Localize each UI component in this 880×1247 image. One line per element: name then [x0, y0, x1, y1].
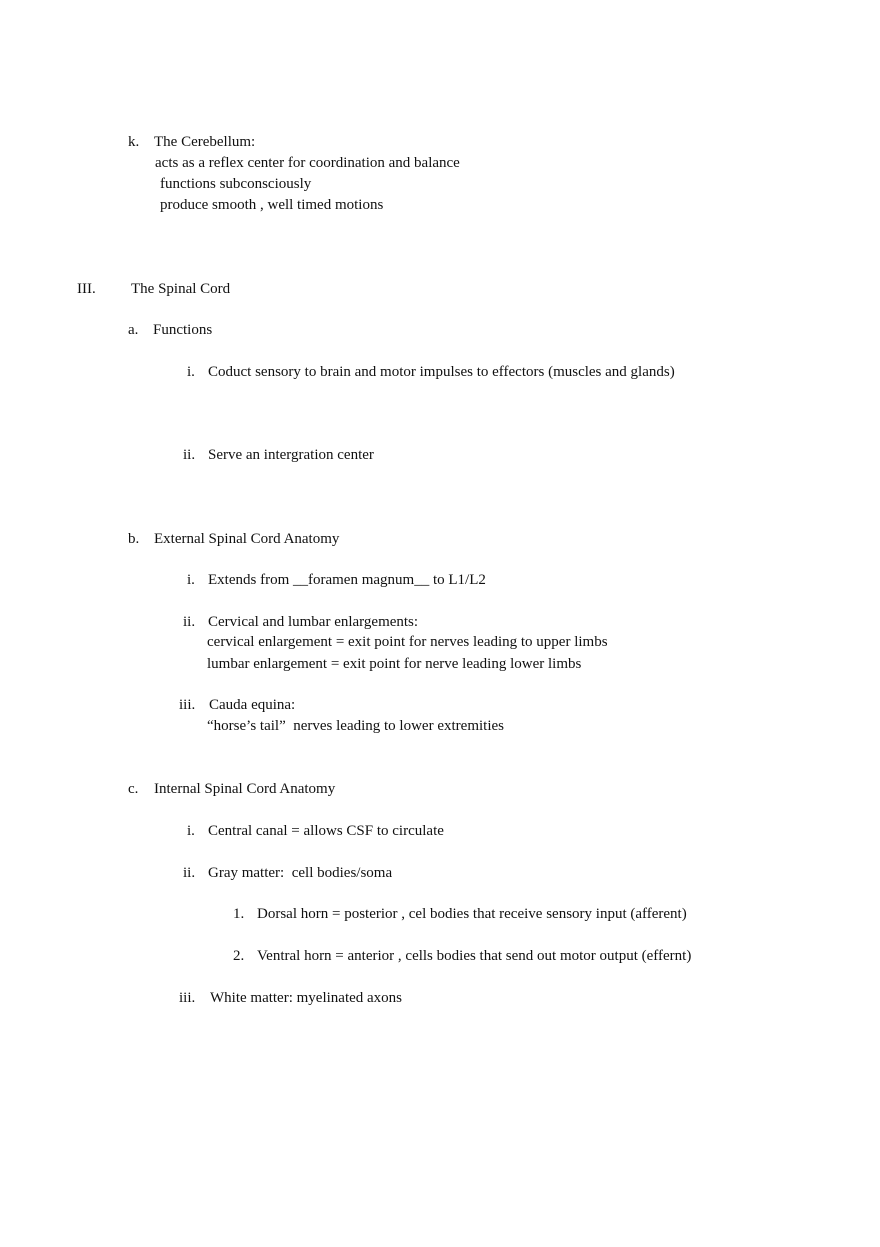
cauda-equina-line: “horse’s tail” nerves leading to lower extremities — [207, 718, 504, 734]
cerebellum-line-2: functions subconsciously — [160, 176, 312, 192]
cervical-enlargement-line: cervical enlargement = exit point for nerves leading to upper limbs — [207, 634, 608, 650]
functions-heading: Functions — [153, 322, 213, 338]
external-item-3-marker: iii. — [179, 697, 196, 713]
internal-item-1-text: Central canal = allows CSF to circulate — [208, 823, 444, 839]
cerebellum-line-1: acts as a reflex center for coordination and balance — [155, 155, 460, 171]
cerebellum-heading: The Cerebellum: — [154, 134, 256, 150]
section-3-heading: The Spinal Cord — [131, 281, 231, 297]
functions-item-2-marker: ii. — [183, 447, 196, 463]
external-item-3-text: Cauda equina: — [209, 697, 296, 713]
dorsal-horn-text: Dorsal horn = posterior , cel bodies that receive sensory input (afferent) — [257, 906, 687, 922]
functions-marker: a. — [128, 322, 139, 338]
external-item-2-text: Cervical and lumbar enlargements: — [208, 614, 419, 630]
external-heading: External Spinal Cord Anatomy — [154, 531, 340, 547]
internal-item-2-marker: ii. — [183, 865, 196, 881]
internal-item-3-text: White matter: myelinated axons — [210, 990, 403, 1006]
internal-item-1-marker: i. — [187, 823, 195, 839]
dorsal-horn-marker: 1. — [233, 906, 245, 922]
functions-item-1-text: Coduct sensory to brain and motor impulses to effectors (muscles and glands) — [208, 364, 675, 380]
internal-marker: c. — [128, 781, 139, 797]
section-3-marker: III. — [77, 281, 96, 297]
ventral-horn-marker: 2. — [233, 948, 245, 964]
ventral-horn-text: Ventral horn = anterior , cells bodies that send out motor output (effernt) — [257, 948, 692, 964]
external-item-2-marker: ii. — [183, 614, 196, 630]
functions-item-1-marker: i. — [187, 364, 195, 380]
external-item-1-marker: i. — [187, 572, 195, 588]
functions-item-2-text: Serve an intergration center — [208, 447, 374, 463]
lumbar-enlargement-line: lumbar enlargement = exit point for nerve leading lower limbs — [207, 656, 582, 672]
internal-item-3-marker: iii. — [179, 990, 196, 1006]
cerebellum-marker: k. — [128, 134, 140, 150]
external-item-1-text: Extends from __foramen magnum__ to L1/L2 — [208, 572, 486, 588]
internal-item-2-text: Gray matter: cell bodies/soma — [208, 865, 393, 881]
cerebellum-line-3: produce smooth , well timed motions — [160, 197, 384, 213]
external-marker: b. — [128, 531, 140, 547]
internal-heading: Internal Spinal Cord Anatomy — [154, 781, 336, 797]
